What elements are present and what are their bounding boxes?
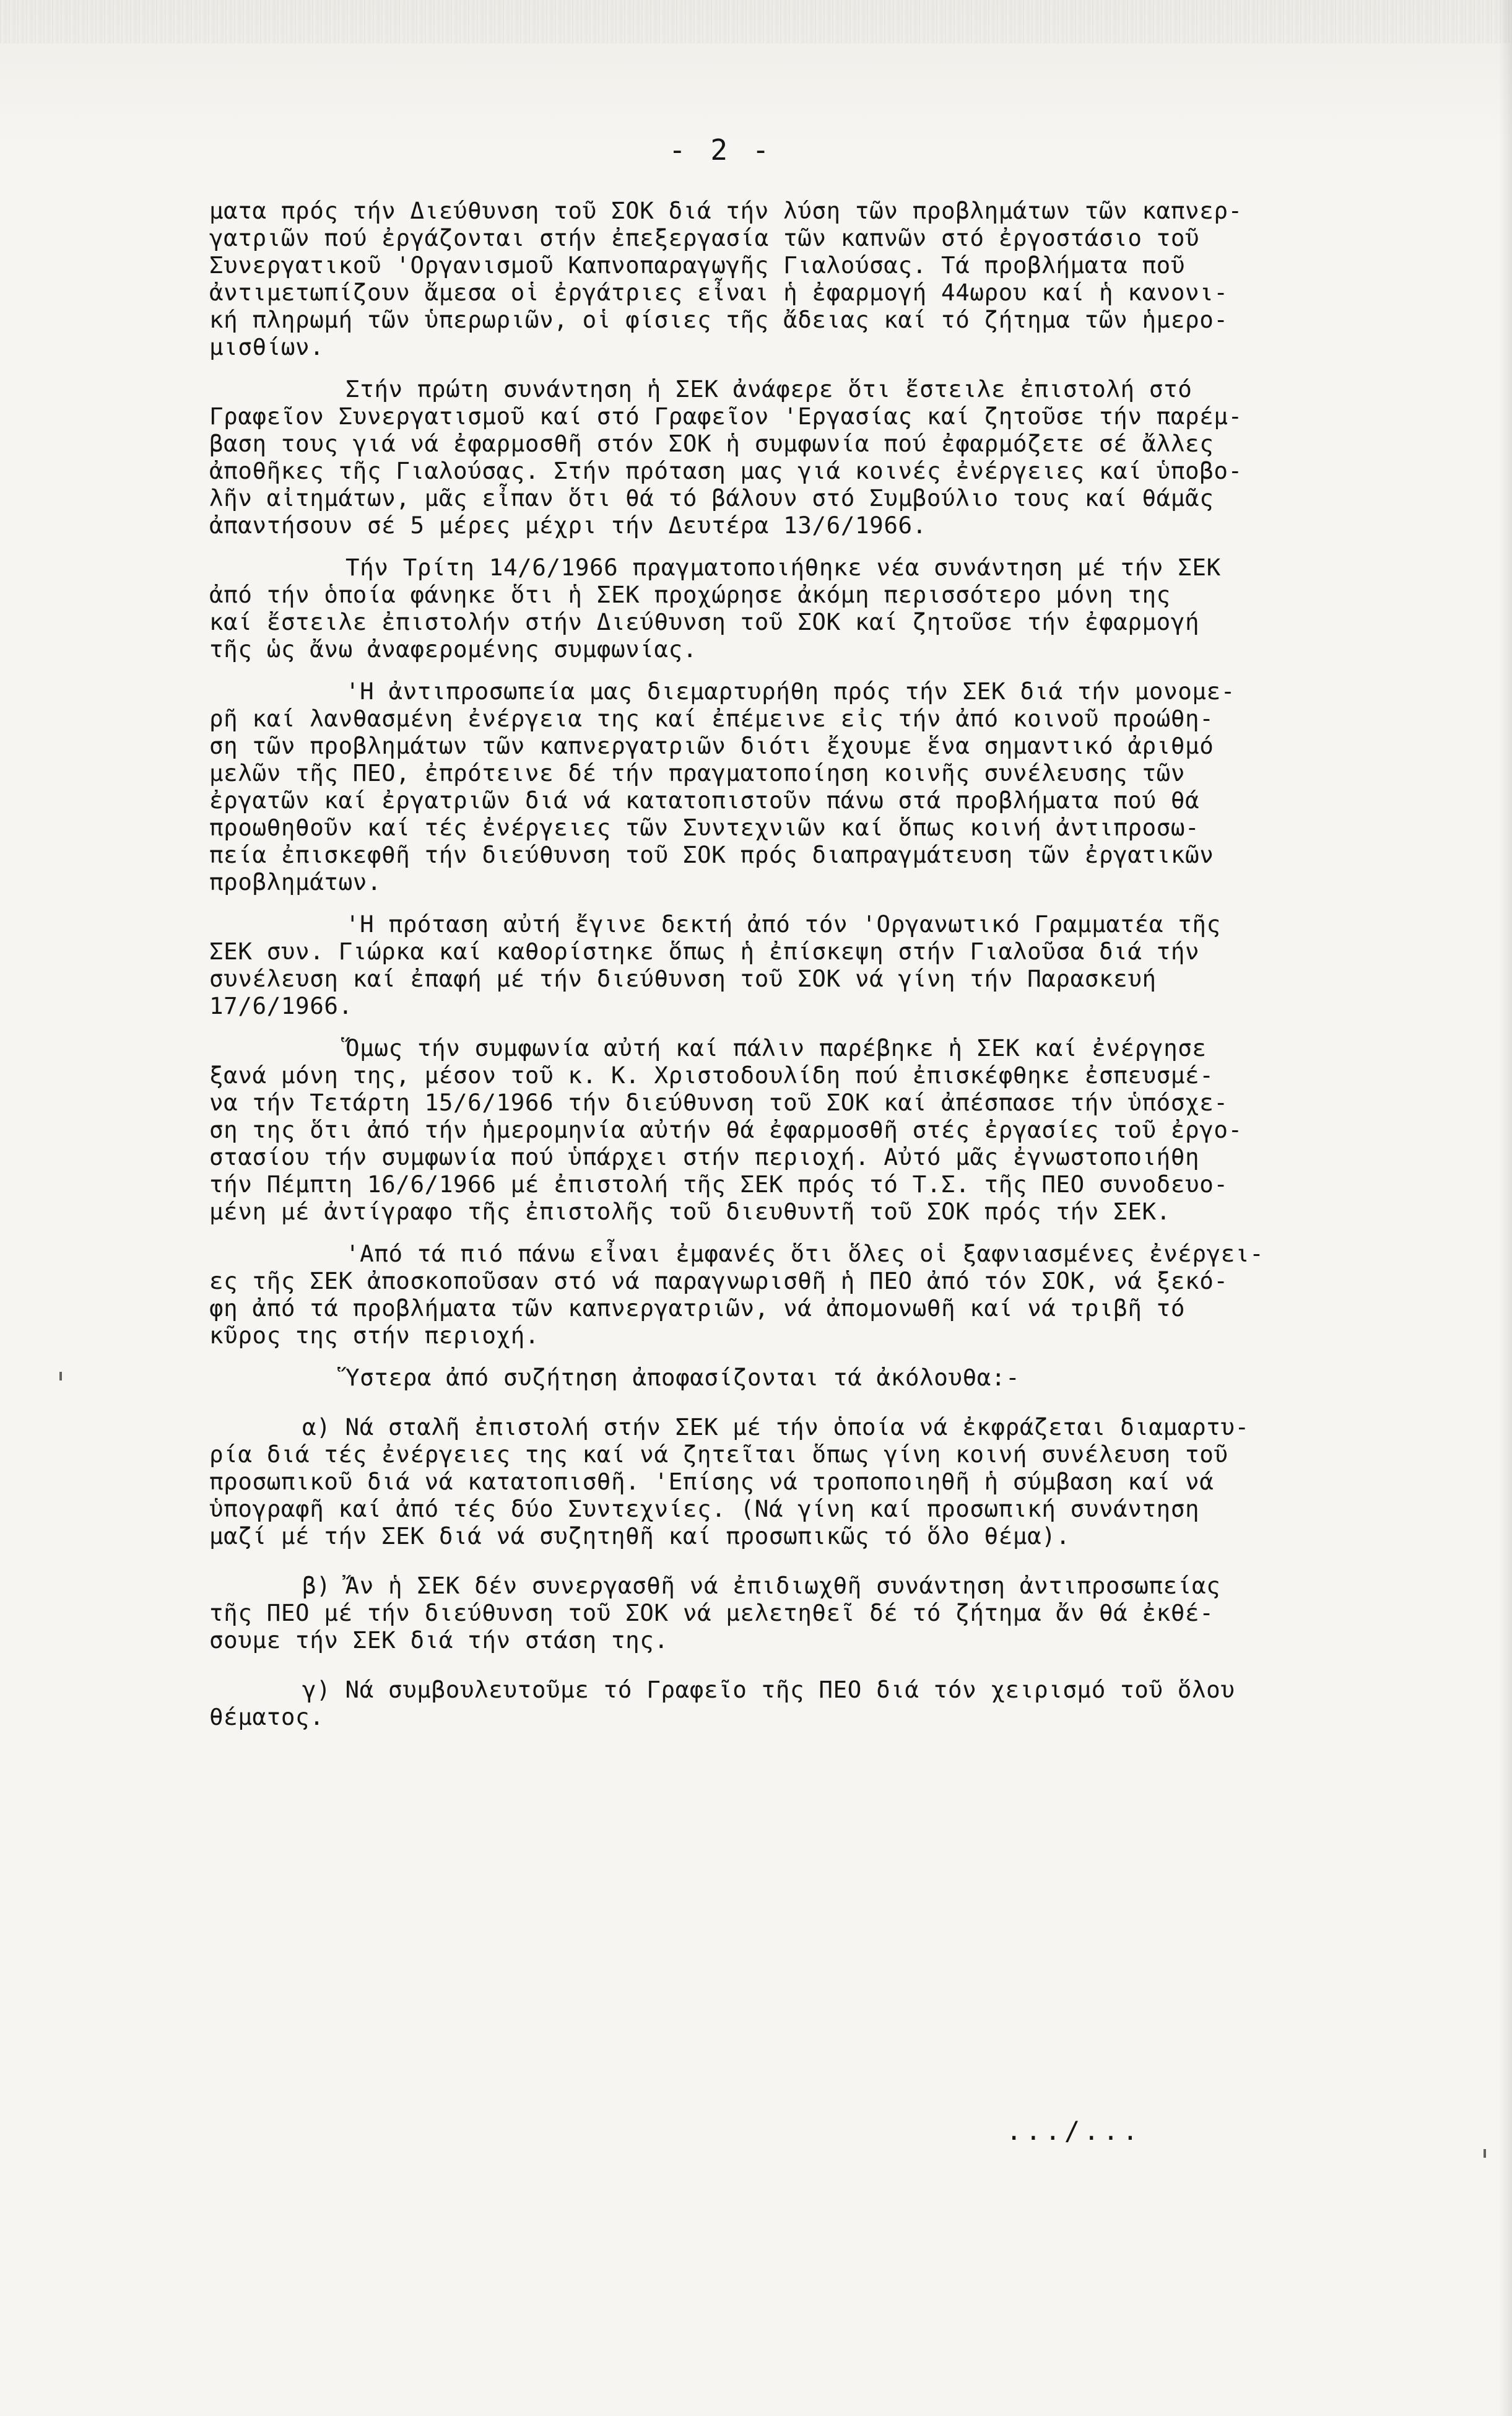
text-line: φη ἀπό τά προβλήματα τῶν καπνεργατριῶν, νά ἀπομονωθῆ καί νά τριβῆ τό bbox=[209, 1294, 1186, 1322]
text-line: τήν Πέμπτη 16/6/1966 μέ ἐπιστολή τῆς ΣΕΚ πρός τό Τ.Σ. τῆς ΠΕΟ συνοδευο- bbox=[209, 1171, 1228, 1198]
paragraph bbox=[209, 678, 1423, 896]
paragraph-spacer bbox=[209, 539, 1423, 554]
text-line: ες τῆς ΣΕΚ ἀποσκοποῦσαν στό νά παραγνωρισθῆ ἡ ΠΕΟ ἀπό τόν ΣΟΚ, νά ξεκό- bbox=[209, 1267, 1228, 1294]
text-line: ξανά μόνη της, μέσον τοῦ κ. Κ. Χριστοδουλίδη πού ἐπισκέφθηκε ἐσπευσμέ- bbox=[209, 1062, 1214, 1089]
text-line: προσωπικοῦ διά νά κατατοπισθῆ. 'Επίσης νά τροποποιηθῆ ἡ σύμβαση καί νά bbox=[209, 1468, 1214, 1495]
paragraph bbox=[209, 1240, 1423, 1349]
text-line: μελῶν τῆς ΠΕΟ, ἐπρότεινε δέ τήν πραγματοποίηση κοινῆς συνέλευσης τῶν bbox=[209, 759, 1186, 787]
scan-top-edge-noise bbox=[0, 0, 1512, 43]
paragraph bbox=[209, 554, 1423, 663]
text-line: θέματος. bbox=[209, 1703, 324, 1730]
text-line: Γραφεῖον Συνεργατισμοῦ καί στό Γραφεῖον 'Εργασίας καί ζητοῦσε τήν παρέμ- bbox=[209, 403, 1243, 430]
text-line: προωθηθοῦν καί τές ἐνέργειες τῶν Συντεχνιῶν καί ὅπως κοινή ἀντιπροσω- bbox=[209, 814, 1200, 841]
text-line: μαζί μέ τήν ΣΕΚ διά νά συζητηθῆ καί προσωπικῶς τό ὅλο θέμα). bbox=[209, 1522, 1071, 1550]
text-line: α) Νά σταλῆ ἐπιστολή στήν ΣΕΚ μέ τήν ὁποία νά ἐκφράζεται διαμαρτυ- bbox=[302, 1413, 1249, 1441]
text-line: μένη μέ ἀντίγραφο τῆς ἐπιστολῆς τοῦ διευθυντῆ τοῦ ΣΟΚ πρός τήν ΣΕΚ. bbox=[209, 1198, 1171, 1225]
paragraph-spacer bbox=[209, 896, 1423, 910]
text-line: ρῆ καί λανθασμένη ἐνέργεια της καί ἐπέμεινε εἰς τήν ἀπό κοινοῦ προώθη- bbox=[209, 705, 1214, 732]
text-line: Ὕστερα ἀπό συζήτηση ἀποφασίζονται τά ἀκόλουθα:- bbox=[345, 1364, 1020, 1391]
text-line: ση της ὅτι ἀπό τήν ἡμερομηνία αὐτήν θά ἐφαρμοσθῆ στές ἐργασίες τοῦ ἐργο- bbox=[209, 1116, 1243, 1143]
text-line: 'Από τά πιό πάνω εἶναι ἐμφανές ὅτι ὅλες οἱ ξαφνιασμένες ἐνέργει- bbox=[345, 1240, 1264, 1267]
text-line: γατριῶν πού ἐργάζονται στήν ἐπεξεργασία τῶν καπνῶν στό ἐργοστάσιο τοῦ bbox=[209, 224, 1200, 251]
text-line: λῆν αἰτημάτων, μᾶς εἶπαν ὅτι θά τό βάλουν στό Συμβούλιο τους καί θάμᾶς bbox=[209, 484, 1214, 512]
scan-right-edge-shadow bbox=[1498, 0, 1512, 2416]
text-line: ΣΕΚ συν. Γιώρκα καί καθορίστηκε ὅπως ἡ ἐπίσκεψη στήν Γιαλοῦσα διά τήν bbox=[209, 938, 1200, 965]
text-line: κῦρος της στήν περιοχή. bbox=[209, 1322, 540, 1349]
paragraph bbox=[209, 1364, 1423, 1391]
text-line: πεία ἐπισκεφθῆ τήν διεύθυνση τοῦ ΣΟΚ πρός διαπραγμάτευση τῶν ἐργατικῶν bbox=[209, 841, 1214, 868]
text-line: 17/6/1966. bbox=[209, 992, 353, 1019]
paragraph bbox=[209, 375, 1423, 539]
text-line: ρία διά τές ἐνέργειες της καί νά ζητεῖται ὅπως γίνη κοινή συνέλευση τοῦ bbox=[209, 1441, 1228, 1468]
text-line: γ) Νά συμβουλευτοῦμε τό Γραφεῖο τῆς ΠΕΟ διά τόν χειρισμό τοῦ ὅλου bbox=[302, 1676, 1235, 1703]
scan-speck bbox=[1484, 2149, 1486, 2158]
scan-speck bbox=[59, 1372, 62, 1380]
continuation-marker: .../... bbox=[1006, 2116, 1142, 2146]
text-line: Τήν Τρίτη 14/6/1966 πραγματοποιήθηκε νέα συνάντηση μέ τήν ΣΕΚ bbox=[345, 554, 1221, 581]
text-line: σουμε τήν ΣΕΚ διά τήν στάση της. bbox=[209, 1626, 669, 1654]
text-line: καί ἔστειλε ἐπιστολήν στήν Διεύθυνση τοῦ ΣΟΚ καί ζητοῦσε τήν ἐφαρμογή bbox=[209, 608, 1200, 635]
paragraph bbox=[209, 1034, 1423, 1225]
text-line: Ὅμως τήν συμφωνία αὐτή καί πάλιν παρέβηκε ἡ ΣΕΚ καί ἐνέργησε bbox=[345, 1034, 1207, 1062]
text-line: τῆς ΠΕΟ μέ τήν διεύθυνση τοῦ ΣΟΚ νά μελετηθεῖ δέ τό ζήτημα ἄν θά ἐκθέ- bbox=[209, 1599, 1214, 1626]
paragraph-spacer bbox=[209, 1349, 1423, 1364]
text-line: ἀντιμετωπίζουν ἄμεσα οἱ ἐργάτριες εἶναι ἡ ἐφαρμογή 44ωρου καί ἡ κανονι- bbox=[209, 279, 1228, 306]
paragraph bbox=[209, 197, 1423, 360]
paragraph-spacer bbox=[209, 1225, 1423, 1240]
paragraph-spacer bbox=[209, 360, 1423, 375]
text-line: 'Η ἀντιπροσωπεία μας διεμαρτυρήθη πρός τήν ΣΕΚ διά τήν μονομε- bbox=[345, 678, 1235, 705]
paragraph-spacer bbox=[209, 1391, 1423, 1413]
text-line: ση τῶν προβλημάτων τῶν καπνεργατριῶν διότι ἔχουμε ἕνα σημαντικό ἀριθμό bbox=[209, 732, 1214, 759]
text-line: συνέλευση καί ἐπαφή μέ τήν διεύθυνση τοῦ ΣΟΚ νά γίνη τήν Παρασκευή bbox=[209, 965, 1157, 992]
page-number: - 2 - bbox=[669, 133, 773, 167]
paragraph-spacer bbox=[209, 1019, 1423, 1034]
text-line: ἀποθῆκες τῆς Γιαλούσας. Στήν πρόταση μας γιά κοινές ἐνέργειες καί ὑποβο- bbox=[209, 457, 1243, 484]
paragraph bbox=[209, 1676, 1423, 1730]
text-line: ἀπαντήσουν σέ 5 μέρες μέχρι τήν Δευτέρα 13/6/1966. bbox=[209, 512, 927, 539]
text-line: β) Ἄν ἡ ΣΕΚ δέν συνεργασθῆ νά ἐπιδιωχθῆ συνάντηση ἀντιπροσωπείας bbox=[302, 1572, 1221, 1599]
paragraph bbox=[209, 910, 1423, 1019]
text-line: ὑπογραφῆ καί ἀπό τές δύο Συντεχνίες. (Νά γίνη καί προσωπική συνάντηση bbox=[209, 1495, 1200, 1522]
text-line: 'Η πρόταση αὐτή ἔγινε δεκτή ἀπό τόν 'Οργανωτικό Γραμματέα τῆς bbox=[345, 910, 1221, 938]
text-line: να τήν Τετάρτη 15/6/1966 τήν διεύθυνση τοῦ ΣΟΚ καί ἀπέσπασε τήν ὑπόσχε- bbox=[209, 1089, 1228, 1116]
text-line: στασίου τήν συμφωνία πού ὑπάρχει στήν περιοχή. Αὐτό μᾶς ἐγνωστοποιήθη bbox=[209, 1143, 1200, 1171]
text-line: μισθίων. bbox=[209, 333, 324, 360]
text-line: Συνεργατικοῦ 'Οργανισμοῦ Καπνοπαραγωγῆς Γιαλούσας. Τά προβλήματα ποῦ bbox=[209, 251, 1186, 279]
text-line: κή πληρωμή τῶν ὑπερωριῶν, οἱ φίσιες τῆς ἄδειας καί τό ζήτημα τῶν ἡμερο- bbox=[209, 306, 1228, 333]
text-line: προβλημάτων. bbox=[209, 868, 382, 896]
text-line: ἐργατῶν καί ἐργατριῶν διά νά κατατοπιστοῦν πάνω στά προβλήματα πού θά bbox=[209, 787, 1200, 814]
text-line: βαση τους γιά νά ἐφαρμοσθῆ στόν ΣΟΚ ἡ συμφωνία πού ἐφαρμόζετε σέ ἄλλες bbox=[209, 430, 1214, 457]
paragraph bbox=[209, 1572, 1423, 1654]
paragraph-spacer bbox=[209, 1550, 1423, 1572]
document-body bbox=[209, 197, 1423, 1730]
paragraph bbox=[209, 1413, 1423, 1550]
text-line: ἀπό τήν ὁποία φάνηκε ὅτι ἡ ΣΕΚ προχώρησε ἀκόμη περισσότερο μόνη της bbox=[209, 581, 1171, 608]
paragraph-spacer bbox=[209, 663, 1423, 678]
text-line: ματα πρός τήν Διεύθυνση τοῦ ΣΟΚ διά τήν λύση τῶν προβλημάτων τῶν καπνερ- bbox=[209, 197, 1243, 224]
text-line: τῆς ὡς ἄνω ἀναφερομένης συμφωνίας. bbox=[209, 635, 698, 663]
text-line: Στήν πρώτη συνάντηση ἡ ΣΕΚ ἀνάφερε ὅτι ἔστειλε ἐπιστολή στό bbox=[345, 375, 1193, 403]
paragraph-spacer bbox=[209, 1654, 1423, 1676]
